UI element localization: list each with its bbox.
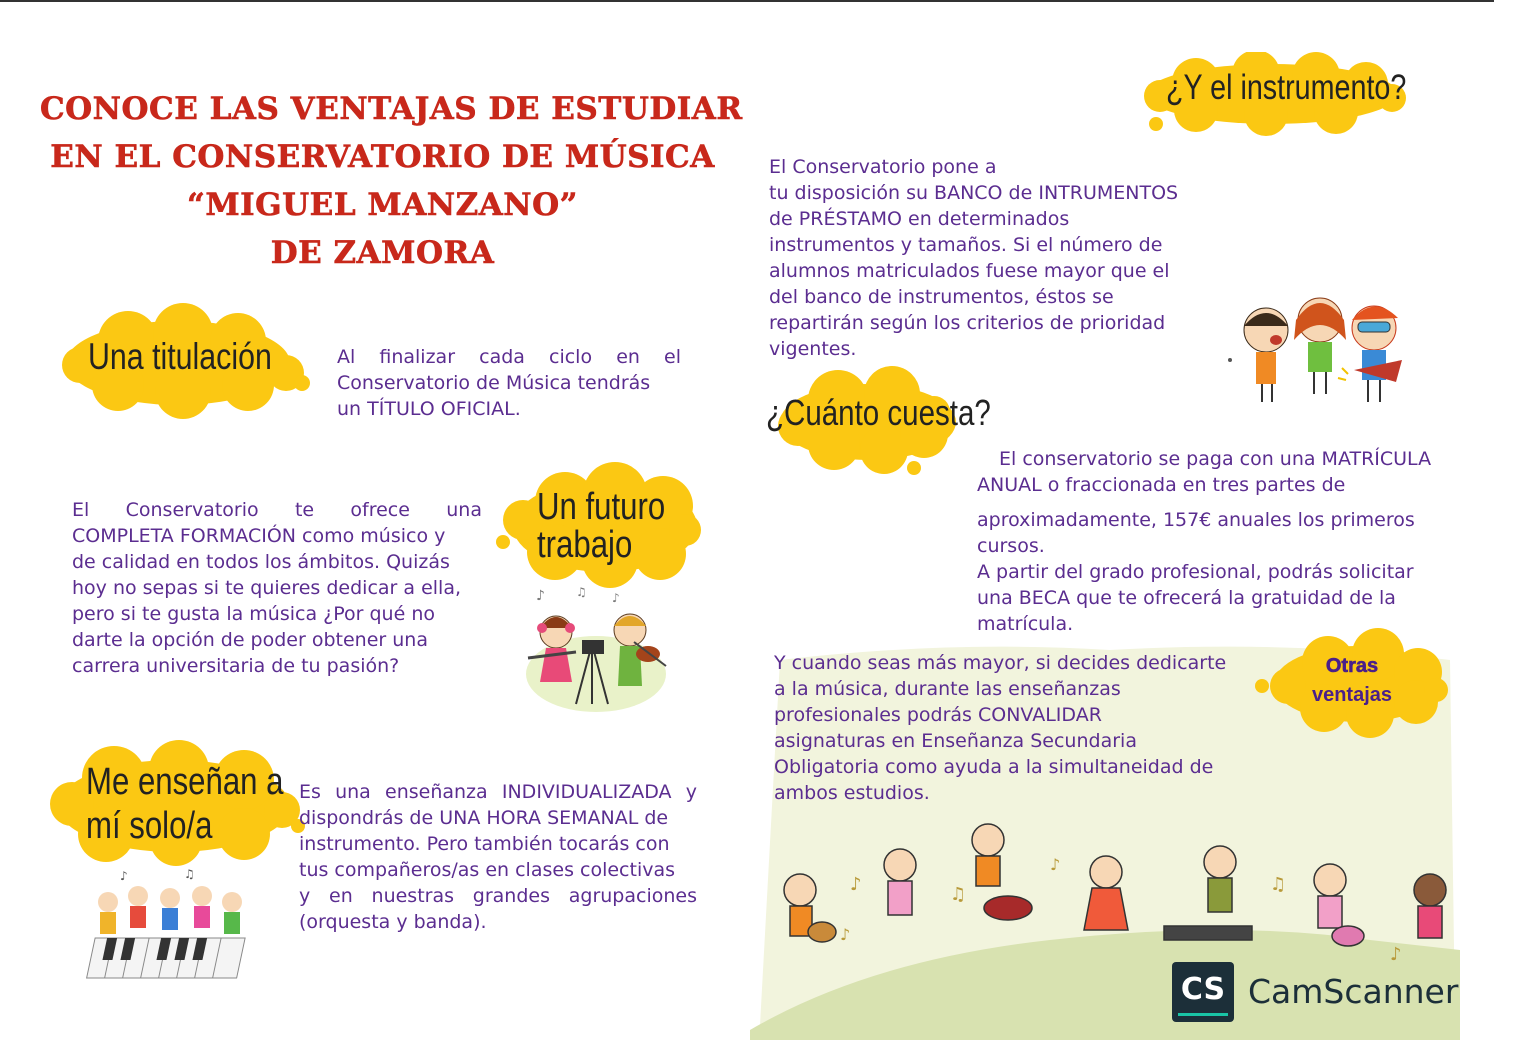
section5-line: ANUAL o fraccionada en tres partes de <box>977 474 1346 496</box>
children-musicians-illustration <box>516 582 676 714</box>
section1-line: un TÍTULO OFICIAL. <box>337 398 521 420</box>
section6-line: Y cuando seas más mayor, si decides dedicarte <box>774 652 1227 674</box>
heading-line: Me enseñan a <box>86 761 284 803</box>
section4-line: El Conservatorio pone a <box>769 156 997 178</box>
section3-line: tus compañeros/as en clases colectivas <box>299 859 676 881</box>
heading-line: Un futuro <box>537 486 666 528</box>
section3-line: Es una enseñanza INDIVIDUALIZADA y <box>299 781 697 803</box>
camscanner-name: CamScanner <box>1248 972 1459 1011</box>
heading-me-ensenan <box>86 760 283 848</box>
section5-line: El conservatorio se paga con una MATRÍCULA <box>999 448 1432 470</box>
section3-text <box>299 779 697 935</box>
cloud-una-titulacion <box>58 303 313 423</box>
section6-line: profesionales podrás CONVALIDAR <box>774 704 1102 726</box>
section1-text <box>337 344 681 422</box>
heading-cuanto-cuesta: ¿Cuánto cuesta? <box>766 392 991 433</box>
section4-line: repartirán según los criterios de prioridad <box>769 312 1166 334</box>
heading-line: ventajas <box>1311 684 1393 706</box>
camscanner-logo-icon: CS <box>1172 962 1234 1022</box>
heading-otras-ventajas <box>1292 652 1412 710</box>
page-title <box>40 85 743 277</box>
svg-text:♪: ♪ <box>120 869 128 883</box>
section6-line: Obligatoria como ayuda a la simultaneidad de <box>774 756 1214 778</box>
top-border <box>0 0 1494 2</box>
title-line-3: “MIGUEL MANZANO” <box>187 187 578 223</box>
heading-una-titulacion: Una titulación <box>88 336 272 377</box>
heading-line: mí solo/a <box>86 805 213 847</box>
section5-text <box>977 446 1477 637</box>
singing-kids-illustration <box>1226 290 1416 410</box>
section4-line: de PRÉSTAMO en determinados <box>769 208 1070 230</box>
svg-text:♫: ♫ <box>184 868 195 881</box>
kids-piano-illustration <box>80 868 260 984</box>
section2-line: El Conservatorio te ofrece una <box>72 499 482 521</box>
svg-text:♫: ♫ <box>950 884 967 905</box>
section6-text <box>774 650 1264 806</box>
heading-y-el-instrumento: ¿Y el instrumento? <box>1166 68 1407 107</box>
title-line-2: EN EL CONSERVATORIO DE MÚSICA <box>50 139 715 175</box>
section4-line: del banco de instrumentos, éstos se <box>769 286 1114 308</box>
section2-line: carrera universitaria de tu pasión? <box>72 655 400 677</box>
section5-line: matrícula. <box>977 613 1074 635</box>
section5-line: A partir del grado profesional, podrás solicitar <box>977 561 1414 583</box>
cloud-y-el-instrumento <box>1136 52 1408 138</box>
svg-text:♪: ♪ <box>840 925 851 944</box>
section5-line: aproximadamente, 157€ anuales los primeros <box>977 509 1415 531</box>
cloud-un-futuro-trabajo <box>495 462 703 590</box>
title-line-4: DE ZAMORA <box>270 235 495 271</box>
cloud-me-ensenan <box>44 740 306 866</box>
section1-line: Al finalizar cada ciclo en el <box>337 346 681 368</box>
svg-text:♫: ♫ <box>576 585 587 599</box>
section6-line: a la música, durante las enseñanzas <box>774 678 1121 700</box>
section4-line: instrumentos y tamaños. Si el número de <box>769 234 1163 256</box>
camscanner-watermark <box>1172 962 1462 1024</box>
section4-line: tu disposición su BANCO de INTRUMENTOS <box>769 182 1179 204</box>
svg-text:♪: ♪ <box>1050 855 1061 874</box>
svg-text:♪: ♪ <box>850 874 862 895</box>
section3-line: instrumento. Pero también tocarás con <box>299 833 670 855</box>
section2-line: COMPLETA FORMACIÓN como músico y <box>72 525 446 547</box>
cloud-cuanto-cuesta <box>764 364 991 476</box>
svg-text:♪: ♪ <box>1390 944 1402 965</box>
section3-line: dispondrás de UNA HORA SEMANAL de <box>299 807 669 829</box>
section6-line: asignaturas en Enseñanza Secundaria <box>774 730 1137 752</box>
heading-un-futuro-trabajo <box>537 488 665 564</box>
section2-text <box>72 497 482 679</box>
cloud-otras-ventajas <box>1248 628 1450 738</box>
section5-line: una BECA que te ofrecerá la gratuidad de la <box>977 587 1396 609</box>
heading-line: trabajo <box>537 524 633 566</box>
section4-line: vigentes. <box>769 338 857 360</box>
section1-line: Conservatorio de Música tendrás <box>337 372 651 394</box>
title-line-1: CONOCE LAS VENTAJAS DE ESTUDIAR <box>40 91 743 127</box>
heading-line: Otras <box>1325 655 1379 677</box>
section5-line: cursos. <box>977 535 1045 557</box>
svg-text:♫: ♫ <box>1270 874 1287 895</box>
section4-line: alumnos matriculados fuese mayor que el <box>769 260 1170 282</box>
section3-line: y en nuestras grandes agrupaciones <box>299 885 697 907</box>
section4-text <box>769 154 1219 362</box>
section2-line: pero si te gusta la música ¿Por qué no <box>72 603 435 625</box>
section2-line: hoy no sepas si te quieres dedicar a ella, <box>72 577 462 599</box>
section3-line: (orquesta y banda). <box>299 911 487 933</box>
svg-text:♪: ♪ <box>612 591 620 605</box>
svg-text:♪: ♪ <box>536 588 545 604</box>
section6-line: ambos estudios. <box>774 782 930 804</box>
section2-line: darte la opción de poder obtener una <box>72 629 428 651</box>
section2-line: de calidad en todos los ámbitos. Quizás <box>72 551 450 573</box>
